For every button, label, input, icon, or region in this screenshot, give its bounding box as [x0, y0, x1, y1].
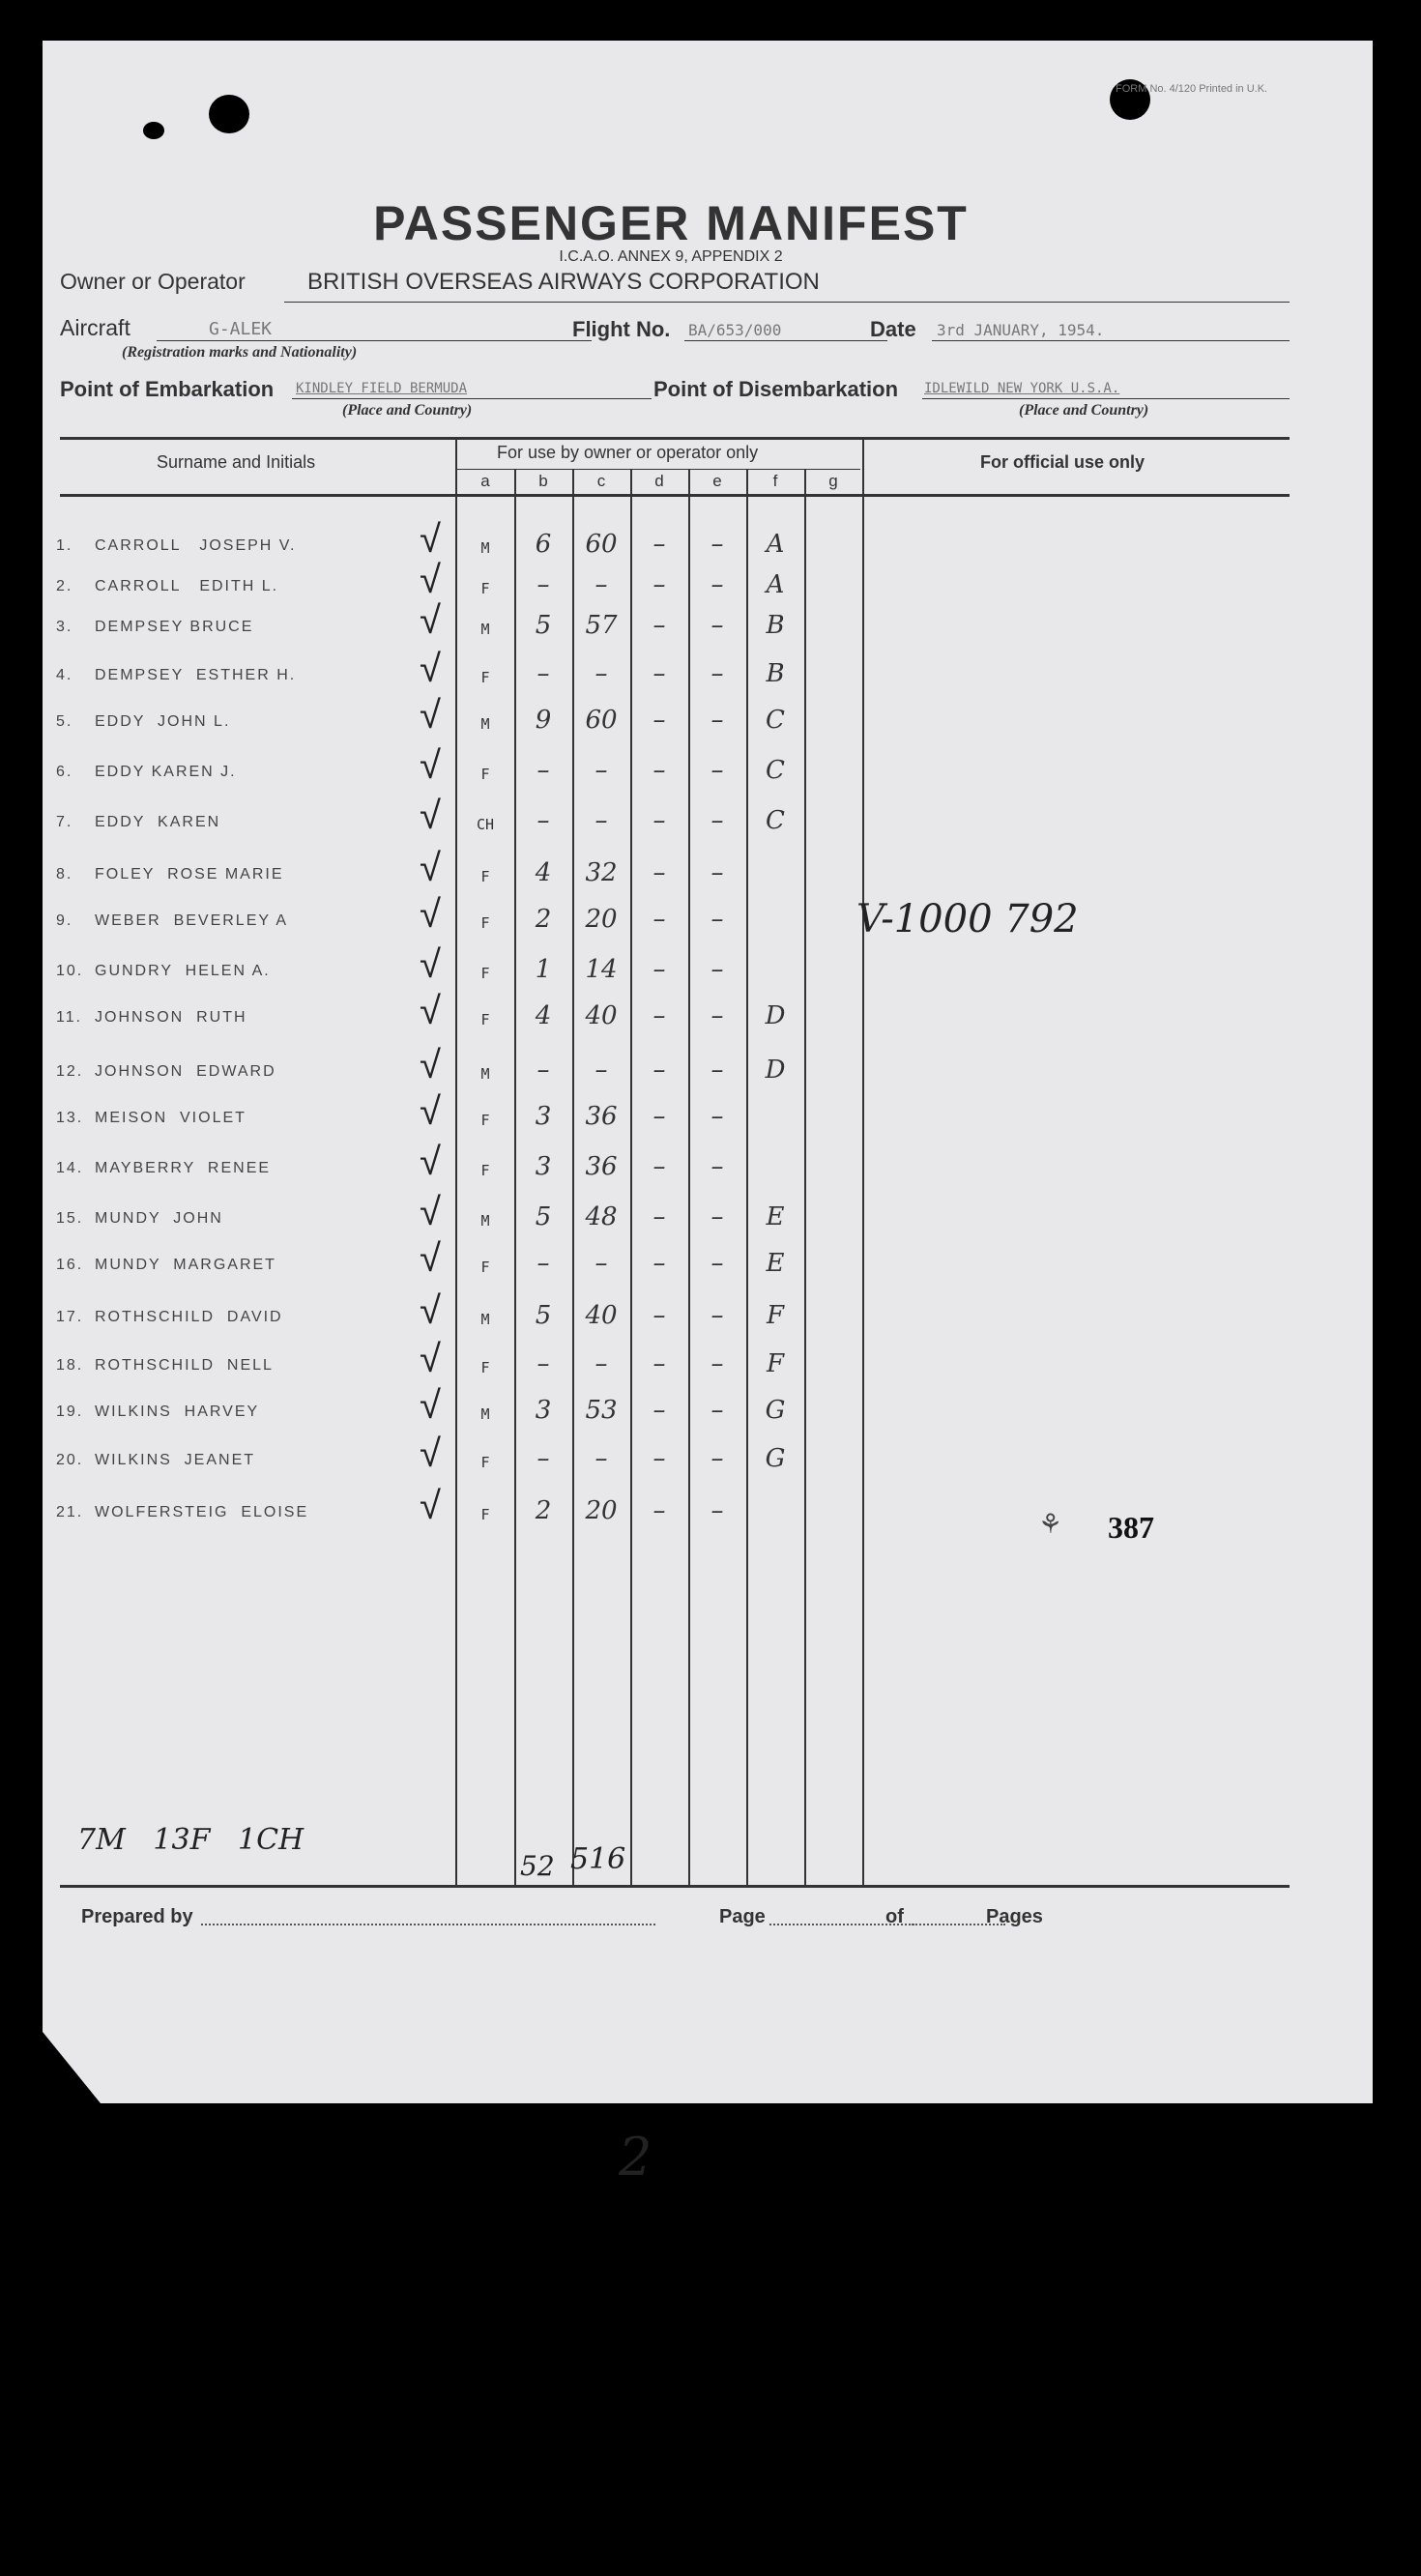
row-number: 9. — [56, 912, 73, 929]
row-number: 5. — [56, 713, 73, 730]
check-mark-icon: √ — [420, 1237, 441, 1280]
cell-d: – — [652, 955, 666, 984]
cell-d: – — [652, 1249, 666, 1278]
check-mark-icon: √ — [420, 744, 441, 787]
cell-d: – — [652, 1202, 666, 1231]
cell-b: – — [536, 1056, 550, 1085]
cell-f: C — [766, 706, 785, 735]
cell-a: F — [480, 868, 490, 885]
cell-e: – — [710, 1001, 724, 1030]
disembarkation-value: IDLEWILD NEW YORK U.S.A. — [924, 381, 1120, 396]
form-reference: FORM No. 4/120 Printed in U.K. — [1116, 83, 1268, 95]
cell-d: – — [652, 1152, 666, 1181]
flight-underline — [684, 340, 887, 341]
passenger-name: CARROLL JOSEPH V. — [95, 537, 297, 554]
check-mark-icon: √ — [420, 1433, 441, 1475]
cell-d: – — [652, 1102, 666, 1131]
cell-e: – — [710, 905, 724, 934]
cell-c: 60 — [585, 530, 618, 559]
cell-a: M — [480, 1065, 490, 1083]
date-underline — [932, 340, 1290, 341]
cell-f: G — [765, 1396, 786, 1425]
manifest-sheet — [43, 41, 1373, 2103]
cell-f: A — [766, 570, 785, 599]
cell-b: 9 — [535, 706, 552, 735]
pages-label: Pages — [986, 1906, 1043, 1927]
cell-d: – — [652, 1349, 666, 1378]
date-label: Date — [870, 317, 916, 341]
cell-e: – — [710, 611, 724, 640]
cell-c: 40 — [585, 1301, 618, 1330]
stamp-mark-icon: ⚘ — [1038, 1509, 1063, 1539]
cell-c: – — [594, 1056, 608, 1085]
passenger-name: MUNDY JOHN — [95, 1210, 223, 1227]
check-mark-icon: √ — [420, 1485, 441, 1527]
cell-a: F — [480, 580, 490, 597]
cell-e: – — [710, 756, 724, 785]
document-subtitle: I.C.A.O. ANNEX 9, APPENDIX 2 — [559, 248, 783, 265]
cell-c: 36 — [585, 1102, 618, 1131]
passenger-name: EDDY KAREN J. — [95, 764, 237, 780]
passenger-name: MUNDY MARGARET — [95, 1257, 276, 1273]
row-number: 2. — [56, 578, 73, 594]
cell-c: 14 — [585, 955, 618, 984]
prepared-by-line — [201, 1924, 655, 1925]
passenger-name: MEISON VIOLET — [95, 1110, 246, 1126]
cell-b: – — [536, 570, 550, 599]
cell-e: – — [710, 955, 724, 984]
punch-hole — [209, 95, 249, 133]
row-number: 15. — [56, 1210, 84, 1227]
total-b: 52 — [520, 1850, 555, 1882]
cell-e: – — [710, 1056, 724, 1085]
cell-b: 3 — [535, 1396, 552, 1425]
table-bottom-rule — [60, 1885, 1290, 1888]
cell-b: – — [536, 1444, 550, 1473]
cell-a: F — [480, 1454, 490, 1471]
row-number: 6. — [56, 764, 73, 780]
embarkation-value: KINDLEY FIELD BERMUDA — [296, 381, 468, 396]
col-header-c: c — [596, 472, 606, 490]
col-header-g: g — [828, 472, 838, 490]
cell-e: – — [710, 806, 724, 835]
cell-c: – — [594, 659, 608, 688]
passenger-name: WEBER BEVERLEY A — [95, 912, 288, 929]
table-top-rule — [60, 437, 1290, 440]
row-number: 17. — [56, 1309, 84, 1325]
cell-c: 53 — [585, 1396, 618, 1425]
row-number: 3. — [56, 619, 73, 635]
cell-d: – — [652, 806, 666, 835]
cell-d: – — [652, 611, 666, 640]
col-divider — [804, 469, 806, 1887]
cell-e: – — [710, 706, 724, 735]
cell-f: E — [766, 1202, 785, 1231]
passenger-name: ROTHSCHILD DAVID — [95, 1309, 283, 1325]
bottom-page-mark: 2 — [619, 2127, 652, 2187]
cell-c: 48 — [585, 1202, 618, 1231]
cell-f: G — [765, 1444, 786, 1473]
cell-d: – — [652, 659, 666, 688]
cell-e: – — [710, 1496, 724, 1525]
passenger-name: WILKINS JEANET — [95, 1452, 256, 1468]
row-number: 13. — [56, 1110, 84, 1126]
check-mark-icon: √ — [420, 1044, 441, 1086]
cell-e: – — [710, 1249, 724, 1278]
cell-c: – — [594, 1444, 608, 1473]
cell-e: – — [710, 1102, 724, 1131]
check-mark-icon: √ — [420, 694, 441, 737]
check-mark-icon: √ — [420, 1141, 441, 1183]
cell-b: 4 — [535, 1001, 552, 1030]
cell-b: 2 — [535, 905, 552, 934]
row-number: 21. — [56, 1504, 84, 1520]
cell-c: – — [594, 570, 608, 599]
page-label: Page — [719, 1906, 766, 1927]
passenger-name: CARROLL EDITH L. — [95, 578, 279, 594]
col-header-f: f — [772, 472, 778, 490]
check-mark-icon: √ — [420, 1338, 441, 1380]
flight-label: Flight No. — [572, 317, 671, 341]
cell-d: – — [652, 756, 666, 785]
row-number: 16. — [56, 1257, 84, 1273]
cell-a: F — [480, 1359, 490, 1376]
cell-e: – — [710, 1396, 724, 1425]
punch-hole — [143, 122, 164, 139]
cell-a: M — [480, 621, 490, 638]
row-number: 1. — [56, 537, 73, 554]
row-number: 4. — [56, 667, 73, 683]
cell-c: 60 — [585, 706, 618, 735]
cell-d: – — [652, 706, 666, 735]
cell-e: – — [710, 659, 724, 688]
passenger-name: WILKINS HARVEY — [95, 1404, 260, 1420]
cell-f: B — [766, 611, 785, 640]
col-header-a: a — [480, 472, 490, 490]
check-mark-icon: √ — [420, 518, 441, 561]
cell-f: A — [766, 530, 785, 559]
passenger-name: JOHNSON RUTH — [95, 1009, 247, 1026]
cell-b: 2 — [535, 1496, 552, 1525]
passenger-name: EDDY JOHN L. — [95, 713, 231, 730]
cell-b: 5 — [535, 1301, 552, 1330]
cell-d: – — [652, 1496, 666, 1525]
name-column-header: Surname and Initials — [157, 452, 316, 472]
cell-d: – — [652, 858, 666, 887]
cell-d: – — [652, 1001, 666, 1030]
cell-e: – — [710, 1301, 724, 1330]
cell-a: M — [480, 539, 490, 557]
cell-d: – — [652, 1301, 666, 1330]
cell-c: – — [594, 806, 608, 835]
row-number: 12. — [56, 1063, 84, 1080]
cell-f: C — [766, 756, 785, 785]
passenger-name: FOLEY ROSE MARIE — [95, 866, 284, 883]
col-divider — [862, 437, 864, 1887]
cell-a: M — [480, 1311, 490, 1328]
owner-label: Owner or Operator — [60, 269, 246, 294]
check-mark-icon: √ — [420, 599, 441, 642]
passenger-name: MAYBERRY RENEE — [95, 1160, 272, 1176]
embarkation-underline — [292, 398, 652, 399]
cell-e: – — [710, 1444, 724, 1473]
owner-underline — [284, 302, 1290, 303]
cell-e: – — [710, 1349, 724, 1378]
stamp-number: 387 — [1108, 1510, 1154, 1545]
official-use-header: For official use only — [980, 452, 1146, 472]
cell-e: – — [710, 1152, 724, 1181]
aircraft-label: Aircraft — [60, 315, 130, 340]
official-note: V-1000 792 — [856, 897, 1079, 941]
row-number: 20. — [56, 1452, 84, 1468]
cell-b: – — [536, 659, 550, 688]
cell-a: F — [480, 965, 490, 982]
passenger-summary: 7M 13F 1CH — [77, 1823, 304, 1857]
aircraft-note: (Registration marks and Nationality) — [122, 344, 358, 361]
cell-a: F — [480, 914, 490, 932]
cell-f: B — [766, 659, 785, 688]
cell-f: E — [766, 1249, 785, 1278]
cell-a: M — [480, 1405, 490, 1423]
cell-a: M — [480, 1212, 490, 1230]
cell-c: 57 — [585, 611, 618, 640]
aircraft-underline — [157, 340, 592, 341]
cell-d: – — [652, 1396, 666, 1425]
cell-b: – — [536, 806, 550, 835]
check-mark-icon: √ — [420, 795, 441, 837]
passenger-name: JOHNSON EDWARD — [95, 1063, 276, 1080]
check-mark-icon: √ — [420, 648, 441, 690]
check-mark-icon: √ — [420, 1289, 441, 1332]
flight-value: BA/653/000 — [688, 321, 782, 339]
cell-b: 5 — [535, 611, 552, 640]
cell-d: – — [652, 1056, 666, 1085]
cell-d: – — [652, 1444, 666, 1473]
cell-f: D — [765, 1056, 786, 1085]
row-number: 14. — [56, 1160, 84, 1176]
date-value: 3rd JANUARY, 1954. — [937, 321, 1105, 339]
cell-e: – — [710, 858, 724, 887]
cell-e: – — [710, 1202, 724, 1231]
aircraft-value: G-ALEK — [209, 319, 273, 339]
cell-b: 6 — [535, 530, 552, 559]
embarkation-note: (Place and Country) — [342, 402, 473, 419]
cell-e: – — [710, 570, 724, 599]
cell-a: F — [480, 766, 490, 783]
cell-e: – — [710, 530, 724, 559]
prepared-by-label: Prepared by — [81, 1906, 193, 1927]
check-mark-icon: √ — [420, 847, 441, 889]
cell-a: F — [480, 1162, 490, 1179]
cell-a: F — [480, 1259, 490, 1276]
row-number: 10. — [56, 963, 84, 979]
cell-f: F — [766, 1301, 785, 1330]
cell-a: F — [480, 1011, 490, 1028]
row-number: 19. — [56, 1404, 84, 1420]
cell-a: F — [480, 669, 490, 686]
passenger-name: DEMPSEY ESTHER H. — [95, 667, 297, 683]
cell-b: 3 — [535, 1102, 552, 1131]
cell-c: – — [594, 1249, 608, 1278]
cell-b: – — [536, 1349, 550, 1378]
owner-value: BRITISH OVERSEAS AIRWAYS CORPORATION — [307, 269, 820, 295]
passenger-name: EDDY KAREN — [95, 814, 221, 830]
check-mark-icon: √ — [420, 1191, 441, 1233]
check-mark-icon: √ — [420, 943, 441, 986]
cell-b: – — [536, 756, 550, 785]
cell-a: M — [480, 715, 490, 733]
table-owner-rule — [456, 469, 860, 470]
cell-f: C — [766, 806, 785, 835]
check-mark-icon: √ — [420, 1384, 441, 1427]
cell-c: 36 — [585, 1152, 618, 1181]
total-c: 516 — [570, 1842, 626, 1876]
passenger-name: WOLFERSTEIG ELOISE — [95, 1504, 309, 1520]
cell-b: 4 — [535, 858, 552, 887]
col-header-d: d — [654, 472, 664, 490]
cell-b: 1 — [535, 955, 552, 984]
cell-c: 20 — [585, 1496, 618, 1525]
cell-a: F — [480, 1112, 490, 1129]
cell-c: 20 — [585, 905, 618, 934]
cell-b: 5 — [535, 1202, 552, 1231]
cell-d: – — [652, 530, 666, 559]
disembarkation-note: (Place and Country) — [1019, 402, 1149, 419]
cell-c: 32 — [585, 858, 618, 887]
document-title: PASSENGER MANIFEST — [373, 196, 969, 250]
cell-c: 40 — [585, 1001, 618, 1030]
cell-d: – — [652, 570, 666, 599]
passenger-name: GUNDRY HELEN A. — [95, 963, 271, 979]
of-label: of — [885, 1906, 904, 1927]
col-header-e: e — [712, 472, 722, 490]
cell-b: 3 — [535, 1152, 552, 1181]
cell-f: F — [766, 1349, 785, 1378]
cell-c: – — [594, 1349, 608, 1378]
cell-f: D — [765, 1001, 786, 1030]
table-header-rule — [60, 494, 1290, 497]
cell-c: – — [594, 756, 608, 785]
passenger-name: ROTHSCHILD NELL — [95, 1357, 274, 1374]
cell-d: – — [652, 905, 666, 934]
check-mark-icon: √ — [420, 1090, 441, 1133]
check-mark-icon: √ — [420, 990, 441, 1032]
cell-a: CH — [476, 816, 495, 833]
owner-use-header: For use by owner or operator only — [497, 443, 759, 462]
row-number: 7. — [56, 814, 73, 830]
passenger-name: DEMPSEY BRUCE — [95, 619, 254, 635]
folded-corner — [43, 2032, 101, 2103]
disembarkation-underline — [922, 398, 1290, 399]
col-header-b: b — [538, 472, 548, 490]
row-number: 8. — [56, 866, 73, 883]
row-number: 11. — [56, 1009, 83, 1026]
cell-b: – — [536, 1249, 550, 1278]
check-mark-icon: √ — [420, 893, 441, 936]
check-mark-icon: √ — [420, 559, 441, 601]
embarkation-label: Point of Embarkation — [60, 377, 275, 401]
row-number: 18. — [56, 1357, 84, 1374]
cell-a: F — [480, 1506, 490, 1523]
disembarkation-label: Point of Disembarkation — [653, 377, 899, 401]
